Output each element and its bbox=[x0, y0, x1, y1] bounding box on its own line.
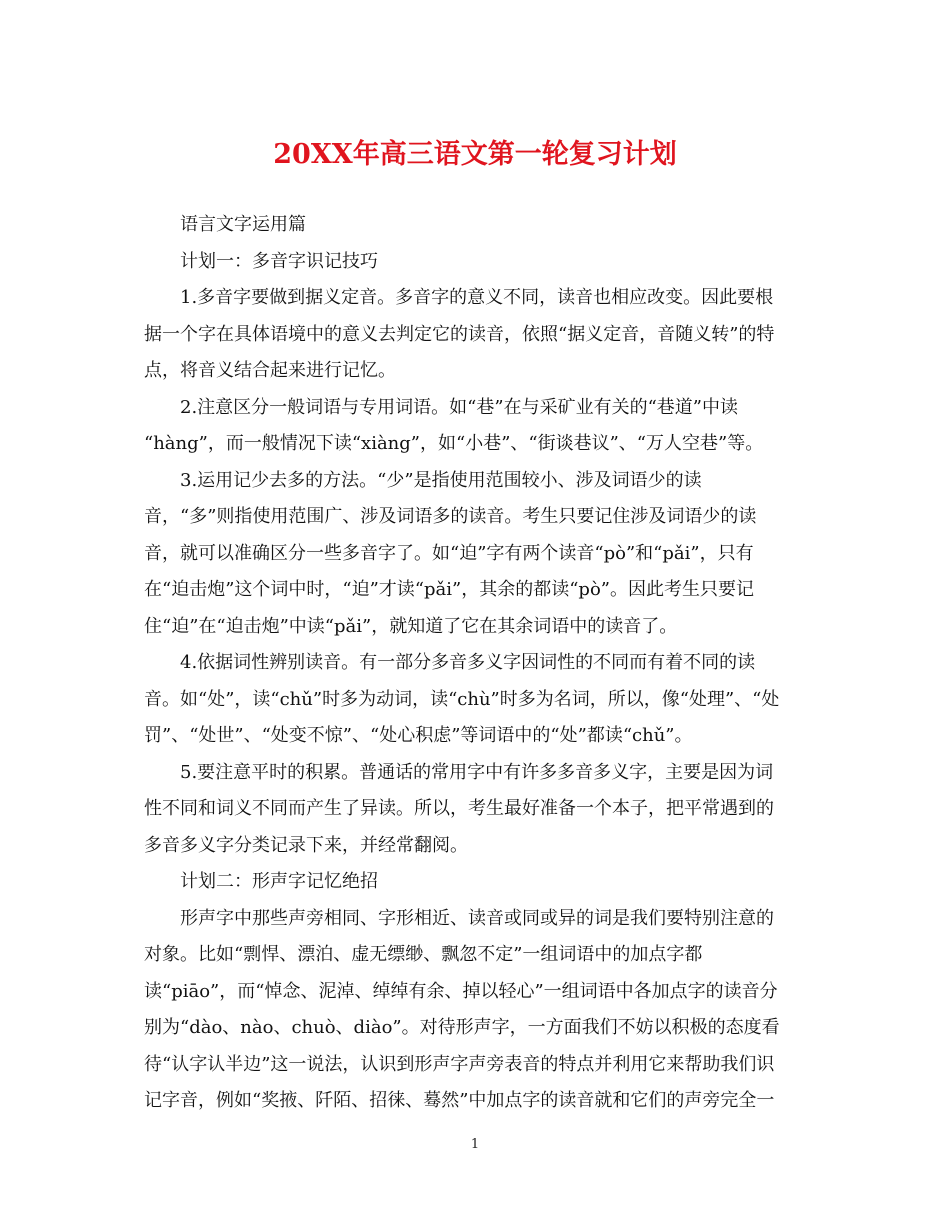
text-line: 别为“dào、nào、chuò、diào”。对待形声字，一方面我们不妨以积极的态度看 bbox=[144, 1017, 780, 1038]
text-line: 记字音，例如“奖掖、阡陌、招徕、蓦然”中加点字的读音就和它们的声旁完全一 bbox=[144, 1090, 775, 1111]
text-line: 点，将音义结合起来进行记忆。 bbox=[144, 360, 396, 381]
text-line: 待“认字认半边”这一说法，认识到形声字声旁表音的特点并利用它来帮助我们识 bbox=[144, 1053, 775, 1075]
text-line: “hàng”，而一般情况下读“xiàng”，如“小巷”、“街谈巷议”、“万人空巷”等。 bbox=[144, 433, 764, 454]
text-line: 在“迫击炮”这个词中时，“迫”才读“pǎi”，其余的都读“pò”。因此考生只要记 bbox=[144, 579, 754, 600]
text-line: 读“piāo”，而“悼念、泥淖、绰绰有余、掉以轻心”一组词语中各加点字的读音分 bbox=[144, 980, 778, 1002]
text-line: 据一个字在具体语境中的意义去判定它的读音，依照“据义定音，音随义转”的特 bbox=[144, 323, 775, 345]
text-line: 语言文字运用篇 bbox=[180, 214, 306, 235]
text-line: 音。如“处”，读“chǔ”时多为动词，读“chù”时多为名词，所以，像“处理”、“处 bbox=[144, 688, 780, 710]
text-line: 计划二：形声字记忆绝招 bbox=[180, 871, 378, 892]
text-line: 形声字中那些声旁相同、字形相近、读音或同或异的词是我们要特别注意的 bbox=[180, 907, 774, 929]
text-line: 音，“多”则指使用范围广、涉及词语多的读音。考生只要记住涉及词语少的读 bbox=[144, 506, 757, 527]
text-line: 4.依据词性辨别读音。有一部分多音多义字因词性的不同而有着不同的读 bbox=[180, 652, 756, 673]
text-line: 性不同和词义不同而产生了异读。所以，考生最好准备一个本子，把平常遇到的 bbox=[144, 798, 774, 819]
text-line: 对象。比如“剽悍、漂泊、虚无缥缈、飘忽不定”一组词语中的加点字都 bbox=[144, 944, 703, 965]
document-body bbox=[144, 207, 806, 1120]
text-line: 1.多音字要做到据义定音。多音字的意义不同，读音也相应改变。因此要根 bbox=[180, 287, 774, 308]
text-line: 5.要注意平时的积累。普通话的常用字中有许多多音多义字，主要是因为词 bbox=[180, 761, 774, 783]
text-line: 音，就可以准确区分一些多音字了。如“迫”字有两个读音“pò”和“pǎi”，只有 bbox=[144, 542, 754, 564]
text-line: 多音多义字分类记录下来，并经常翻阅。 bbox=[144, 834, 468, 856]
text-line: 罚”、“处世”、“处变不惊”、“处心积虑”等词语中的“处”都读“chǔ”。 bbox=[144, 725, 693, 746]
text-line: 住“迫”在“迫击炮”中读“pǎi”，就知道了它在其余词语中的读音了。 bbox=[144, 615, 678, 637]
text-line: 3.运用记少去多的方法。“少”是指使用范围较小、涉及词语少的读 bbox=[180, 469, 702, 491]
text-line: 2.注意区分一般词语与专用词语。如“巷”在与采矿业有关的“巷道”中读 bbox=[180, 396, 738, 418]
text-line: 计划一：多音字识记技巧 bbox=[180, 250, 378, 272]
document-title: 20XX年高三语文第一轮复习计划 bbox=[273, 139, 677, 170]
page-number: 1 bbox=[470, 1137, 480, 1152]
